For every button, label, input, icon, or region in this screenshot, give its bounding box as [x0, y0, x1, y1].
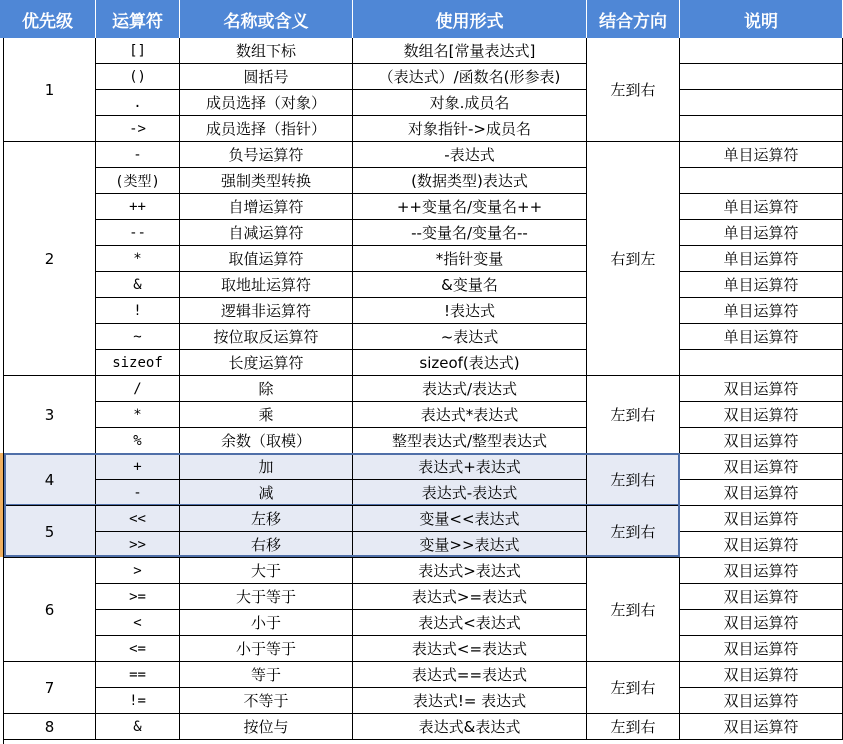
priority-cell[interactable]: 8 — [4, 714, 96, 740]
note-cell[interactable] — [680, 64, 843, 90]
operator-cell[interactable]: - — [96, 480, 180, 506]
name-cell[interactable]: 左移 — [180, 506, 353, 532]
usage-cell[interactable]: 对象.成员名 — [353, 90, 587, 116]
operator-cell[interactable]: ! — [96, 298, 180, 324]
name-cell[interactable]: 负号运算符 — [180, 142, 353, 168]
usage-cell[interactable]: ~表达式 — [353, 324, 587, 350]
name-cell[interactable]: 强制类型转换 — [180, 168, 353, 194]
name-cell[interactable]: 不等于 — [180, 688, 353, 714]
header-note[interactable]: 说明 — [680, 0, 843, 38]
note-cell[interactable] — [680, 38, 843, 64]
operator-cell[interactable]: * — [96, 402, 180, 428]
note-cell[interactable]: 单目运算符 — [680, 220, 843, 246]
usage-cell[interactable]: 表达式&表达式 — [353, 714, 587, 740]
note-cell[interactable] — [680, 116, 843, 142]
row-header-edge — [0, 38, 4, 744]
name-cell[interactable]: 减 — [180, 480, 353, 506]
name-cell[interactable]: 加 — [180, 454, 353, 480]
header-operator[interactable]: 运算符 — [96, 0, 180, 38]
direction-cell[interactable]: 左到右 — [587, 558, 680, 662]
direction-cell[interactable]: 左到右 — [587, 454, 680, 506]
usage-cell[interactable]: 表达式<表达式 — [353, 610, 587, 636]
note-cell[interactable]: 双目运算符 — [680, 714, 843, 740]
note-cell[interactable]: 双目运算符 — [680, 688, 843, 714]
usage-cell[interactable]: （表达式）/函数名(形参表) — [353, 64, 587, 90]
name-cell[interactable]: 按位取反运算符 — [180, 324, 353, 350]
operator-cell[interactable]: >= — [96, 584, 180, 610]
note-cell[interactable]: 单目运算符 — [680, 324, 843, 350]
note-cell[interactable]: 单目运算符 — [680, 298, 843, 324]
usage-cell[interactable]: ++变量名/变量名++ — [353, 194, 587, 220]
note-cell[interactable]: 单目运算符 — [680, 142, 843, 168]
operator-cell[interactable]: >> — [96, 532, 180, 558]
note-cell[interactable]: 双目运算符 — [680, 558, 843, 584]
usage-cell[interactable]: -表达式 — [353, 142, 587, 168]
name-cell[interactable]: 除 — [180, 376, 353, 402]
name-cell[interactable]: 小于 — [180, 610, 353, 636]
name-cell[interactable]: 大于等于 — [180, 584, 353, 610]
usage-cell[interactable]: 表达式*表达式 — [353, 402, 587, 428]
operator-cell[interactable]: (类型) — [96, 168, 180, 194]
priority-cell[interactable]: 5 — [4, 506, 96, 558]
name-cell[interactable]: 乘 — [180, 402, 353, 428]
note-cell[interactable]: 单目运算符 — [680, 194, 843, 220]
note-cell[interactable]: 双目运算符 — [680, 376, 843, 402]
header-usage[interactable]: 使用形式 — [353, 0, 587, 38]
usage-cell[interactable]: sizeof(表达式) — [353, 350, 587, 376]
note-cell[interactable]: 双目运算符 — [680, 506, 843, 532]
operator-cell[interactable]: [] — [96, 38, 180, 64]
usage-cell[interactable]: 表达式<=表达式 — [353, 636, 587, 662]
direction-cell[interactable]: 左到右 — [587, 714, 680, 740]
direction-cell[interactable]: 左到右 — [587, 376, 680, 454]
usage-cell[interactable]: 表达式-表达式 — [353, 480, 587, 506]
operator-cell[interactable]: sizeof — [96, 350, 180, 376]
note-cell[interactable]: 双目运算符 — [680, 428, 843, 454]
usage-cell[interactable]: --变量名/变量名-- — [353, 220, 587, 246]
operator-cell[interactable]: / — [96, 376, 180, 402]
note-cell[interactable]: 双目运算符 — [680, 402, 843, 428]
operator-cell[interactable]: . — [96, 90, 180, 116]
name-cell[interactable]: 逻辑非运算符 — [180, 298, 353, 324]
note-cell[interactable]: 双目运算符 — [680, 532, 843, 558]
name-cell[interactable]: 右移 — [180, 532, 353, 558]
name-cell[interactable]: 数组下标 — [180, 38, 353, 64]
usage-cell[interactable]: 数组名[常量表达式] — [353, 38, 587, 64]
operator-cell[interactable]: + — [96, 454, 180, 480]
priority-cell[interactable]: 7 — [4, 662, 96, 714]
name-cell[interactable]: 按位与 — [180, 714, 353, 740]
operator-cell[interactable]: << — [96, 506, 180, 532]
name-cell[interactable]: 小于等于 — [180, 636, 353, 662]
priority-cell[interactable]: 1 — [4, 38, 96, 142]
name-cell[interactable]: 成员选择（对象） — [180, 90, 353, 116]
note-cell[interactable] — [680, 168, 843, 194]
usage-cell[interactable]: 表达式==表达式 — [353, 662, 587, 688]
operator-cell[interactable]: -- — [96, 220, 180, 246]
priority-cell[interactable]: 2 — [4, 142, 96, 376]
usage-cell[interactable]: *指针变量 — [353, 246, 587, 272]
name-cell[interactable]: 大于 — [180, 558, 353, 584]
operator-cell[interactable]: -> — [96, 116, 180, 142]
note-cell[interactable]: 双目运算符 — [680, 610, 843, 636]
header-name[interactable]: 名称或含义 — [180, 0, 353, 38]
operator-cell[interactable]: - — [96, 142, 180, 168]
priority-cell[interactable]: 4 — [4, 454, 96, 506]
name-cell[interactable]: 取值运算符 — [180, 246, 353, 272]
name-cell[interactable]: 等于 — [180, 662, 353, 688]
priority-cell[interactable]: 6 — [4, 558, 96, 662]
operator-cell[interactable]: > — [96, 558, 180, 584]
note-cell[interactable]: 双目运算符 — [680, 584, 843, 610]
note-cell[interactable]: 双目运算符 — [680, 454, 843, 480]
usage-cell[interactable]: !表达式 — [353, 298, 587, 324]
operator-cell[interactable]: & — [96, 272, 180, 298]
usage-cell[interactable]: 表达式>表达式 — [353, 558, 587, 584]
note-cell[interactable]: 单目运算符 — [680, 272, 843, 298]
usage-cell[interactable]: 表达式>=表达式 — [353, 584, 587, 610]
note-cell[interactable] — [680, 90, 843, 116]
header-priority[interactable]: 优先级 — [0, 0, 96, 38]
note-cell[interactable]: 双目运算符 — [680, 662, 843, 688]
name-cell[interactable]: 圆括号 — [180, 64, 353, 90]
note-cell[interactable]: 双目运算符 — [680, 636, 843, 662]
operator-cell[interactable]: < — [96, 610, 180, 636]
direction-cell[interactable]: 右到左 — [587, 142, 680, 376]
operator-cell[interactable]: & — [96, 714, 180, 740]
name-cell[interactable]: 长度运算符 — [180, 350, 353, 376]
usage-cell[interactable]: 变量>>表达式 — [353, 532, 587, 558]
usage-cell[interactable]: 整型表达式/整型表达式 — [353, 428, 587, 454]
header-direction[interactable]: 结合方向 — [587, 0, 680, 38]
name-cell[interactable]: 自增运算符 — [180, 194, 353, 220]
name-cell[interactable]: 取地址运算符 — [180, 272, 353, 298]
usage-cell[interactable]: (数据类型)表达式 — [353, 168, 587, 194]
usage-cell[interactable]: 表达式!= 表达式 — [353, 688, 587, 714]
note-cell[interactable] — [680, 350, 843, 376]
operator-cell[interactable]: % — [96, 428, 180, 454]
priority-cell[interactable]: 3 — [4, 376, 96, 454]
direction-cell[interactable]: 左到右 — [587, 38, 680, 142]
name-cell[interactable]: 自减运算符 — [180, 220, 353, 246]
operator-cell[interactable]: ++ — [96, 194, 180, 220]
operator-cell[interactable]: * — [96, 246, 180, 272]
note-cell[interactable]: 单目运算符 — [680, 246, 843, 272]
operator-cell[interactable]: <= — [96, 636, 180, 662]
operator-cell[interactable]: () — [96, 64, 180, 90]
note-cell[interactable]: 双目运算符 — [680, 480, 843, 506]
usage-cell[interactable]: &变量名 — [353, 272, 587, 298]
name-cell[interactable]: 余数（取模） — [180, 428, 353, 454]
direction-cell[interactable]: 左到右 — [587, 662, 680, 714]
usage-cell[interactable]: 表达式/表达式 — [353, 376, 587, 402]
operator-cell[interactable]: == — [96, 662, 180, 688]
name-cell[interactable]: 成员选择（指针） — [180, 116, 353, 142]
operator-cell[interactable]: != — [96, 688, 180, 714]
operator-cell[interactable]: ~ — [96, 324, 180, 350]
usage-cell[interactable]: 对象指针->成员名 — [353, 116, 587, 142]
usage-cell[interactable]: 变量<<表达式 — [353, 506, 587, 532]
direction-cell[interactable]: 左到右 — [587, 506, 680, 558]
usage-cell[interactable]: 表达式+表达式 — [353, 454, 587, 480]
